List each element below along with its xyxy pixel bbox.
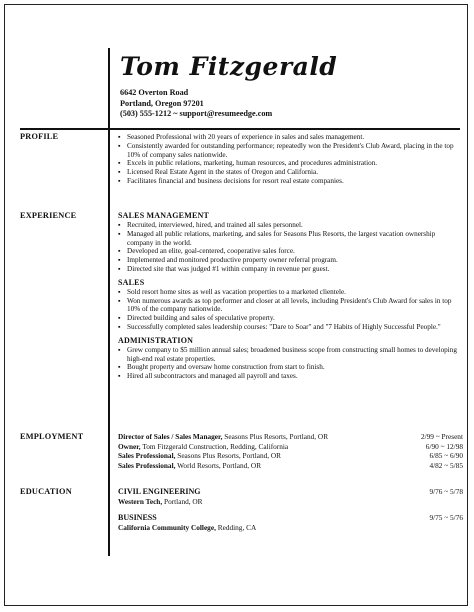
list-item: ▪ Recruited, interviewed, hired, and trained all sales personnel. [118, 221, 463, 230]
phone-email-line: (503) 555-1212 ~ support@resumeedge.com [120, 109, 273, 119]
list-item: ▪ Implemented and monitored productive property owner referral program. [118, 256, 463, 265]
list-item: ▪ Sold resort home sites as well as vacation properties to a marketed clientele. [118, 288, 463, 297]
list-item: ▪ Hired all subcontractors and managed all payroll and taxes. [118, 372, 463, 381]
profile-label: PROFILE [20, 132, 59, 141]
contact-block [120, 88, 272, 120]
sales-management-heading: SALES MANAGEMENT [118, 211, 209, 220]
list-item: ▪ Facilitates financial and business decisions for resort real estate companies. [118, 177, 463, 186]
job-org: Seasons Plus Resorts, Portland, OR [222, 432, 329, 441]
degree-dates: 9/75 ~ 5/76 [429, 512, 463, 522]
city-line: Portland, Oregon 97201 [120, 98, 204, 108]
school-line [118, 497, 463, 507]
list-item: ▪ Directed site that was judged #1 within company in revenue per guest. [118, 265, 463, 274]
administration-heading: ADMINISTRATION [118, 335, 194, 345]
school-name: Western Tech, [118, 497, 163, 506]
employment-section [118, 432, 463, 470]
sales-list [118, 288, 463, 332]
sales-heading: SALES [118, 277, 145, 287]
degree-field: CIVIL ENGINEERING [118, 487, 201, 496]
experience-section [118, 211, 463, 381]
job-org: Tom Fitzgerald Construction, Redding, California [140, 441, 289, 451]
list-item: ▪ Seasoned Professional with 20 years of experience in sales and sales management. [118, 133, 463, 142]
experience-label: EXPERIENCE [20, 211, 77, 220]
job-dates: 4/82 ~ 5/85 [429, 460, 463, 470]
school-line [118, 523, 463, 533]
job-title: Sales Professional, [118, 451, 176, 461]
list-item: ▪ Grew company to $5 million annual sales; broadened business scope from constructing small homes to developing high-end real estate properties. [118, 346, 463, 364]
profile-section [118, 133, 463, 186]
employment-row [118, 461, 463, 471]
sales-management-list [118, 221, 463, 274]
school-name: California Community College, [118, 522, 216, 532]
list-item: ▪ Won numerous awards as top performer and closer at all levels, including President's Club Award for sales in top 10% of the company nationwide. [118, 297, 463, 315]
school-place: Redding, CA [215, 522, 257, 532]
degree-field: BUSINESS [118, 512, 157, 522]
list-item: ▪ Licensed Real Estate Agent in the states of Oregon and California. [118, 168, 463, 177]
job-org: World Resorts, Portland, OR [175, 460, 262, 470]
employment-row [118, 451, 463, 461]
list-item: ▪ Successfully completed sales leadership courses: "Dare to Soar" and "7 Habits of Highly Successful People." [118, 323, 463, 332]
degree-heading [118, 513, 463, 523]
list-item: ▪ Directed building and sales of speculative property. [118, 314, 463, 323]
list-item: ▪ Developed an elite, goal-centered, cooperative sales force. [118, 247, 463, 256]
degree-dates: 9/76 ~ 5/78 [429, 487, 463, 496]
job-dates: 6/90 ~ 12/98 [425, 441, 463, 451]
employment-label: EMPLOYMENT [20, 432, 84, 441]
education-label: EDUCATION [20, 487, 72, 496]
list-item: ▪ Consistently awarded for outstanding performance; repeatedly won the President's Club Award, placing in the top 10% of company sales nationwide. [118, 142, 463, 160]
candidate-name: Tom Fitzgerald [120, 52, 338, 81]
job-title: Director of Sales / Sales Manager, [118, 432, 223, 441]
job-title: Sales Professional, [118, 460, 176, 470]
vertical-rule [108, 48, 110, 556]
school-place: Portland, OR [162, 497, 203, 506]
header-rule [20, 128, 460, 130]
job-title: Owner, [118, 441, 141, 451]
degree-heading [118, 487, 463, 497]
job-dates: 6/85 ~ 6/90 [429, 451, 463, 461]
employment-row [118, 442, 463, 452]
address-line: 6642 Overton Road [120, 88, 189, 97]
education-section [118, 487, 463, 532]
profile-list [118, 133, 463, 186]
employment-row [118, 432, 463, 442]
list-item: ▪ Bought property and oversaw home construction from start to finish. [118, 363, 463, 372]
list-item: ▪ Excels in public relations, marketing, human resources, and procedures administration. [118, 159, 463, 168]
list-item: ▪ Managed all public relations, marketing, and sales for Seasons Plus Resorts, the largest vacation ownership company in the world. [118, 230, 463, 248]
job-org: Seasons Plus Resorts, Portland, OR [175, 451, 282, 461]
job-dates: 2/99 ~ Present [420, 432, 463, 441]
administration-list [118, 346, 463, 381]
